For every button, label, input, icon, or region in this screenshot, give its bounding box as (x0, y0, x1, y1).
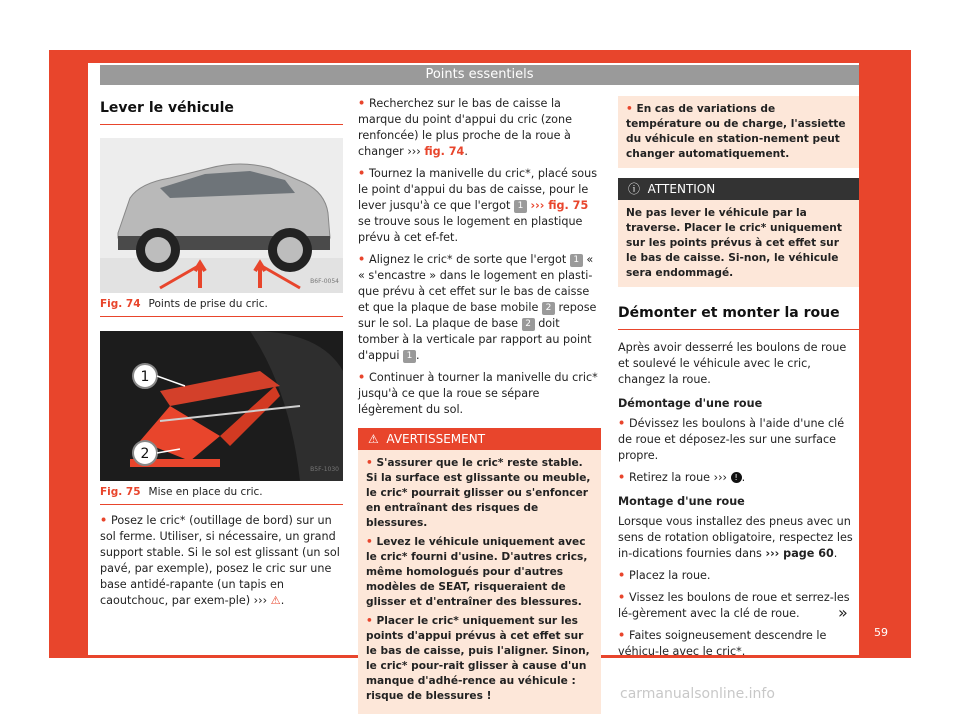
montage-paragraph: Lorsque vous installez des pneus avec un sens de rotation obligatoire, respectez les in-dications fournies dans ››› page 60. (618, 515, 853, 560)
montage-title: Montage d'une roue (618, 495, 745, 508)
figure-75-number: Fig. 75 (100, 486, 141, 498)
warning-body (358, 450, 601, 714)
attention-body: Ne pas lever le véhicule par la traverse. Placer le cric* uniquement sur les points prévus à cet effet sur le bas de caisse. Si-non, le véhicule sera endommagé. (626, 207, 842, 279)
page-60-link[interactable]: ››› page 60 (765, 547, 834, 560)
attention-header: ⓘ ATTENTION (618, 178, 859, 200)
figure-75-caption (100, 484, 343, 505)
note-box (618, 96, 859, 168)
page-number: 59 (874, 626, 888, 639)
left-paragraph: • Posez le cric* (outillage de bord) sur un sol ferme. Utiliser, si nécessaire, un grand support stable. Si le sol est glissant (un sol pavé, par exemple), posez le cric sur une base antidé-rapante (un tapis en caoutchouc, par exem-ple) ››› ⚠. (100, 513, 343, 609)
section-title-roue: Démonter et monter la roue (618, 305, 840, 321)
jack-illustration (100, 331, 343, 481)
info-badge-icon: ! (731, 472, 742, 483)
figure-74-image (100, 138, 343, 293)
car-side-illustration (100, 138, 343, 293)
montage-item: • Placez la roue. (618, 568, 859, 584)
demontage-item: • Retirez la roue ››› ! . (618, 470, 859, 486)
figure-75-image (100, 331, 343, 481)
step-3: • Alignez le cric* de sorte que l'ergot 1 « « s'encastre » dans le logement en plasti-que prévu à cet effet sur le bas de caisse et que la plaque de base mobile 2 repose sur le sol. La plaque de base 2 doit tomber à la verticale par rapport au point d'appui 1 . (358, 252, 601, 364)
callout-1: 1 (140, 369, 150, 385)
montage-item: • Faites soigneusement descendre le véhicu-le avec le cric*. (618, 628, 859, 660)
figure-74-caption (100, 296, 343, 317)
callout-2: 2 (140, 446, 150, 462)
demontage-title: Démontage d'une roue (618, 397, 763, 410)
warning-header: ⚠ AVERTISSEMENT (358, 428, 601, 450)
header-title: Points essentiels (425, 67, 534, 82)
figure-75-code: B5F-1030 (310, 466, 339, 473)
note-text: • En cas de variations de température ou de charge, l'assiette du véhicule en station-nement peut changer automatiquement. (626, 103, 846, 160)
continue-mark: » (838, 603, 848, 622)
warning-box (358, 428, 601, 714)
step-1: • Recherchez sur le bas de caisse la marque du point d'appui du cric (zone renfoncée) le plus proche de la roue à changer ››› fig. 74. (358, 96, 601, 160)
info-circle-icon: ⓘ (628, 182, 641, 196)
fig-75-link[interactable]: ››› fig. 75 (530, 199, 589, 212)
warning-ref-icon: ⚠ (270, 594, 281, 607)
step-2: • Tournez la manivelle du cric*, placé sous le point d'appui du bas de caisse, pour le lever jusqu'à ce que l'ergot 1 ››› fig. 75 se trouve sous le logement en plastique prévu à cet ef-fet. (358, 166, 601, 246)
middle-column (358, 96, 601, 714)
figure-75-text: Mise en place du cric. (148, 486, 263, 498)
step-4: • Continuer à tourner la manivelle du cric* jusqu'à ce que la roue se sépare légèrement du sol. (358, 370, 601, 418)
right-column (618, 96, 859, 666)
intro-paragraph: Après avoir desserré les boulons de roue et soulevé le véhicule avec le cric, changez la roue. (618, 341, 847, 386)
warning-icon: ⚠ (368, 432, 379, 446)
figure-74-code: B6F-0054 (310, 278, 339, 285)
fig-74-link[interactable]: fig. 74 (424, 145, 465, 158)
figure-74-text: Points de prise du cric. (148, 298, 268, 310)
header-bar (100, 65, 859, 85)
left-column (100, 96, 343, 615)
watermark: carmanualsonline.info (620, 686, 775, 702)
warning-item: • Placer le cric* uniquement sur les points d'appui prévus à cet effet sur le bas de caisse, puis l'aligner. Sinon, le cric* pour-rait glisser à cause d'un manque d'adhé-rence au véhicule : risque de blessures ! (366, 614, 593, 704)
attention-box (618, 178, 859, 287)
demontage-item: • Dévissez les boulons à l'aide d'une clé de roue et déposez-les sur une surface propre. (618, 416, 859, 464)
warning-item: • Levez le véhicule uniquement avec le cric* fourni d'usine. D'autres crics, même homologués pour d'autres modèles de SEAT, risqueraient de glisser et d'entraîner des blessures. (366, 535, 593, 610)
section-rule-2 (618, 329, 859, 330)
section-rule (100, 124, 343, 125)
figure-74-number: Fig. 74 (100, 298, 141, 310)
warning-item: • S'assurer que le cric* reste stable. Si la surface est glissante ou meuble, le cric* pourrait glisser ou s'enfoncer en entraînant des risques de blessures. (366, 456, 593, 531)
section-title-lever: Lever le véhicule (100, 100, 234, 116)
montage-item: • Vissez les boulons de roue et serrez-les lé-gèrement avec la clé de roue. (618, 590, 859, 622)
